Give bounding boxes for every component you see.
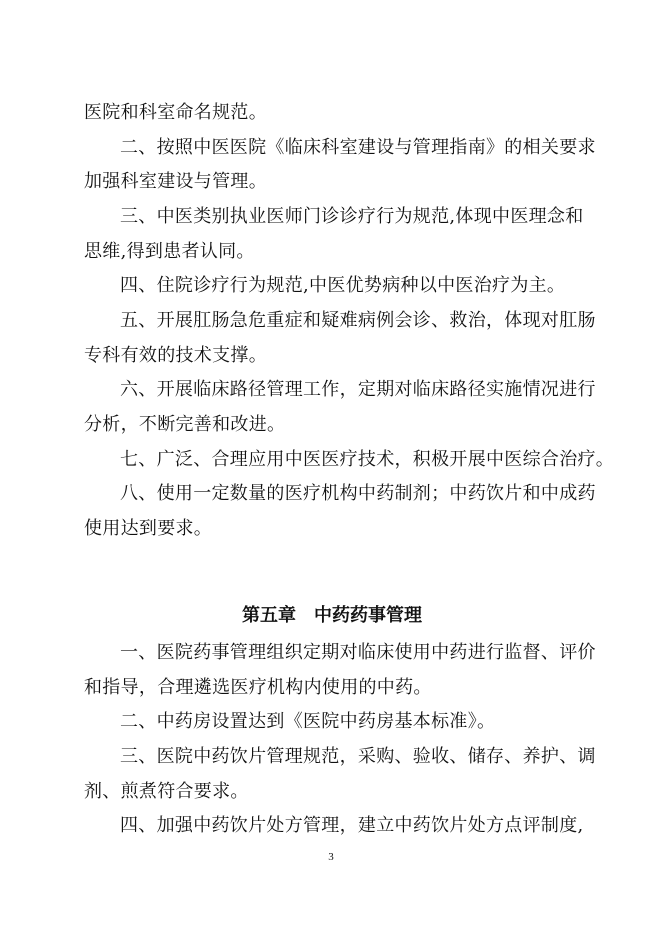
paragraph-line: 专科有效的技术支撑。 xyxy=(84,345,267,366)
chapter-heading: 第五章 中药药事管理 xyxy=(242,605,422,626)
paragraph-line: 思维,得到患者认同。 xyxy=(84,241,255,262)
paragraph-line: 一、医院药事管理组织定期对临床使用中药进行监督、评价 xyxy=(120,642,596,663)
paragraph-line: 三、医院中药饮片管理规范，采购、验收、储存、养护、调 xyxy=(120,746,596,767)
paragraph-line: 剂、煎煮符合要求。 xyxy=(84,781,249,802)
paragraph-line: 四、加强中药饮片处方管理，建立中药饮片处方点评制度, xyxy=(120,815,584,836)
paragraph-line: 二、按照中医医院《临床科室建设与管理指南》的相关要求 xyxy=(120,137,596,158)
paragraph-line: 八、使用一定数量的医疗机构中药制剂；中药饮片和中成药 xyxy=(120,483,596,504)
paragraph-line: 五、开展肛肠急危重症和疑难病例会诊、救治，体现对肛肠 xyxy=(120,310,596,331)
paragraph-line: 二、中药房设置达到《医院中药房基本标准》。 xyxy=(120,711,496,732)
paragraph-line: 和指导，合理遴选医疗机构内使用的中药。 xyxy=(84,677,432,698)
paragraph-line: 加强科室建设与管理。 xyxy=(84,171,267,192)
paragraph-line: 医院和科室命名规范。 xyxy=(84,102,267,123)
paragraph-line: 四、住院诊疗行为规范,中医优势病种以中医治疗为主。 xyxy=(120,275,566,296)
page-number: 3 xyxy=(328,851,334,863)
paragraph-line: 六、开展临床路径管理工作，定期对临床路径实施情况进行 xyxy=(120,379,596,400)
paragraph-line: 三、中医类别执业医师门诊诊疗行为规范,体现中医理念和 xyxy=(120,206,584,227)
paragraph-line: 七、广泛、合理应用中医医疗技术，积极开展中医综合治疗。 xyxy=(120,449,615,470)
paragraph-line: 分析，不断完善和改进。 xyxy=(84,414,286,435)
paragraph-line: 使用达到要求。 xyxy=(84,518,213,539)
